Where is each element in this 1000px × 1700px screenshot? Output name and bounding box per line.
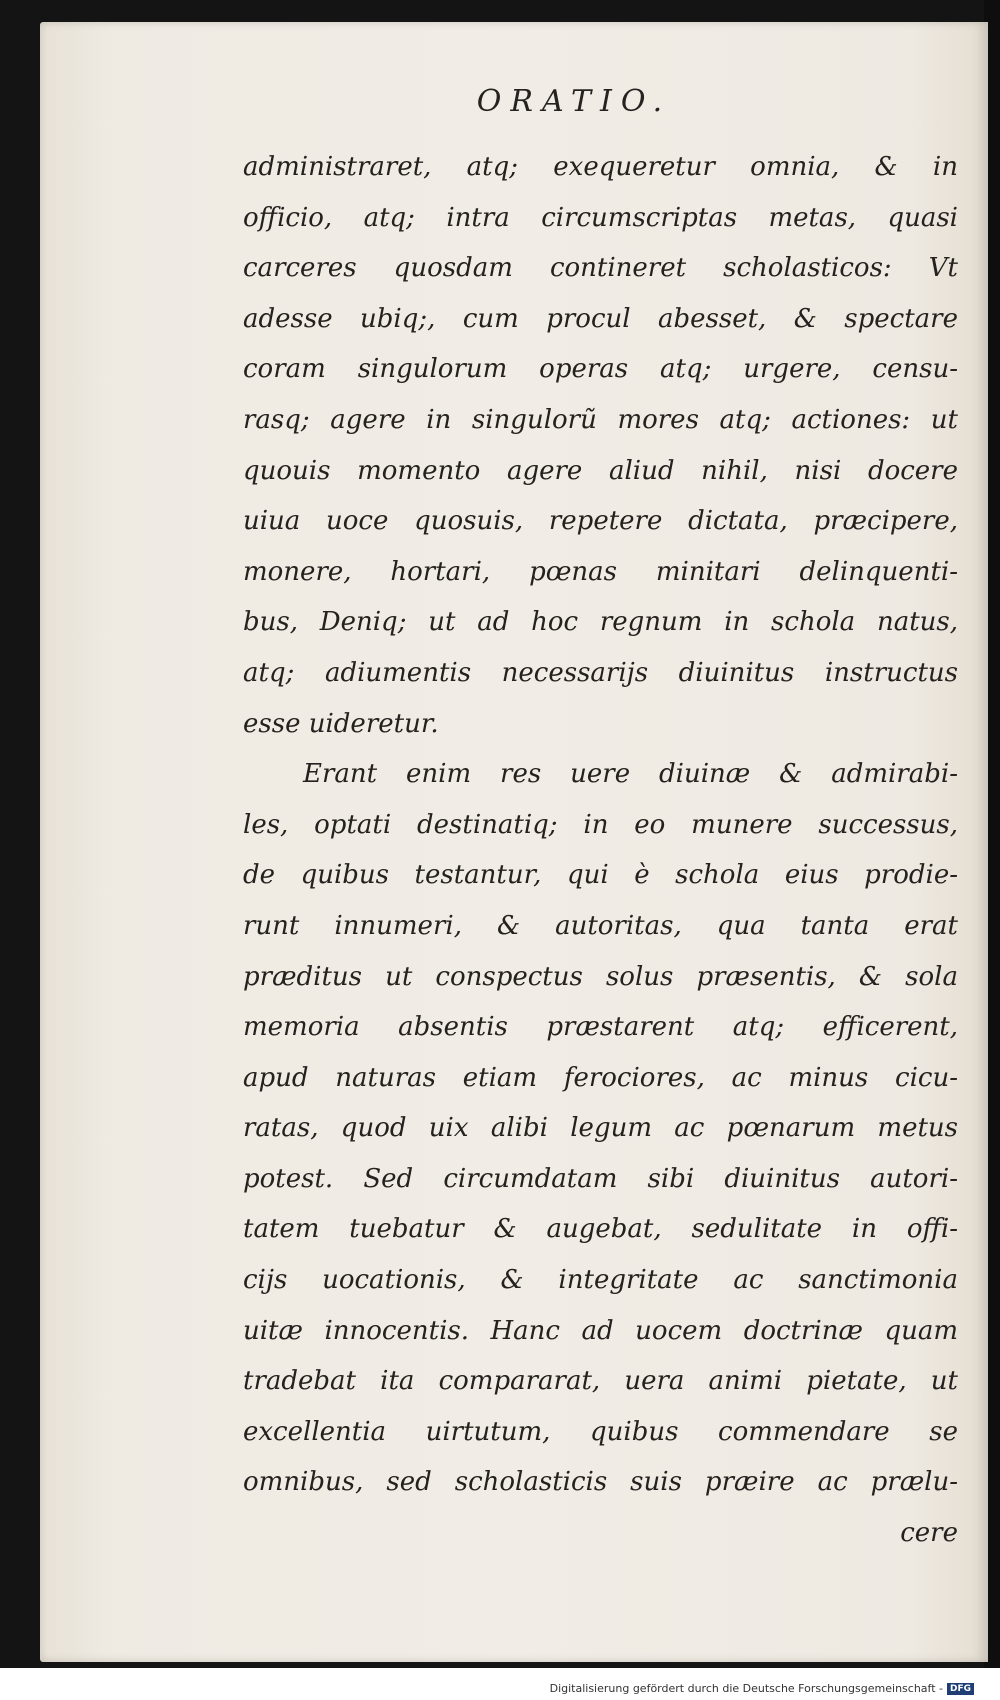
text-line: excellentia uirtutum, quibus commendare se: [243, 1416, 958, 1447]
text-line: officio, atq; intra circumscriptas metas, quasi: [243, 202, 958, 233]
body-text: [243, 142, 958, 1559]
text-line: ratas, quod uix alibi legum ac pœnarum metus: [243, 1113, 958, 1144]
text-line: carceres quosdam contineret scholasticos: Vt: [243, 253, 958, 284]
text-line: apud naturas etiam ferociores, ac minus cicu-: [243, 1062, 958, 1093]
text-line: runt innumeri, & autoritas, qua tanta erat: [243, 910, 958, 941]
dfg-logo: DFG: [947, 1683, 974, 1695]
text-line: uiua uoce quosuis, repetere dictata, præcipere,: [243, 506, 958, 537]
funding-credit: [550, 1682, 974, 1695]
text-line: les, optati destinatiq; in eo munere successus,: [243, 809, 958, 840]
text-line: cijs uocationis, & integritate ac sanctimonia: [243, 1265, 958, 1296]
catchword: cere: [900, 1518, 958, 1549]
text-line: tradebat ita compararat, uera animi pietate, ut: [243, 1366, 958, 1397]
funding-credit-text: Digitalisierung gefördert durch die Deutsche Forschungsgemeinschaft -: [549, 1682, 943, 1695]
text-line: omnibus, sed scholasticis suis præire ac prælu-: [243, 1467, 958, 1498]
text-line: de quibus testantur, qui è schola eius prodie-: [243, 860, 958, 891]
text-line: potest. Sed circumdatam sibi diuinitus autori-: [243, 1163, 958, 1194]
text-line: atq; adiumentis necessarijs diuinitus instructus: [243, 657, 958, 688]
text-line: coram singulorum operas atq; urgere, censu-: [243, 354, 958, 385]
text-line: Erant enim res uere diuinæ & admirabi-: [303, 759, 958, 790]
text-line: bus, Deniq; ut ad hoc regnum in schola natus,: [243, 607, 958, 638]
book-page: [40, 22, 988, 1662]
text-line: tatem tuebatur & augebat, sedulitate in offi-: [243, 1214, 958, 1245]
running-header: ORATIO.: [476, 84, 672, 119]
text-line: rasq; agere in singulorũ mores atq; actiones: ut: [243, 404, 958, 435]
text-line: monere, hortari, pœnas minitari delinquenti-: [243, 556, 958, 587]
text-line: memoria absentis præstarent atq; efficerent,: [243, 1012, 958, 1043]
text-line: adesse ubiq;, cum procul abesset, & spectare: [243, 303, 958, 334]
text-line: præditus ut conspectus solus præsentis, & sola: [243, 961, 958, 992]
text-line: quouis momento agere aliud nihil, nisi docere: [243, 455, 958, 486]
text-line: administraret, atq; exequeretur omnia, & in: [243, 152, 958, 182]
text-line: esse uideretur.: [243, 708, 439, 739]
text-line: uitæ innocentis. Hanc ad uocem doctrinæ quam: [243, 1315, 958, 1346]
